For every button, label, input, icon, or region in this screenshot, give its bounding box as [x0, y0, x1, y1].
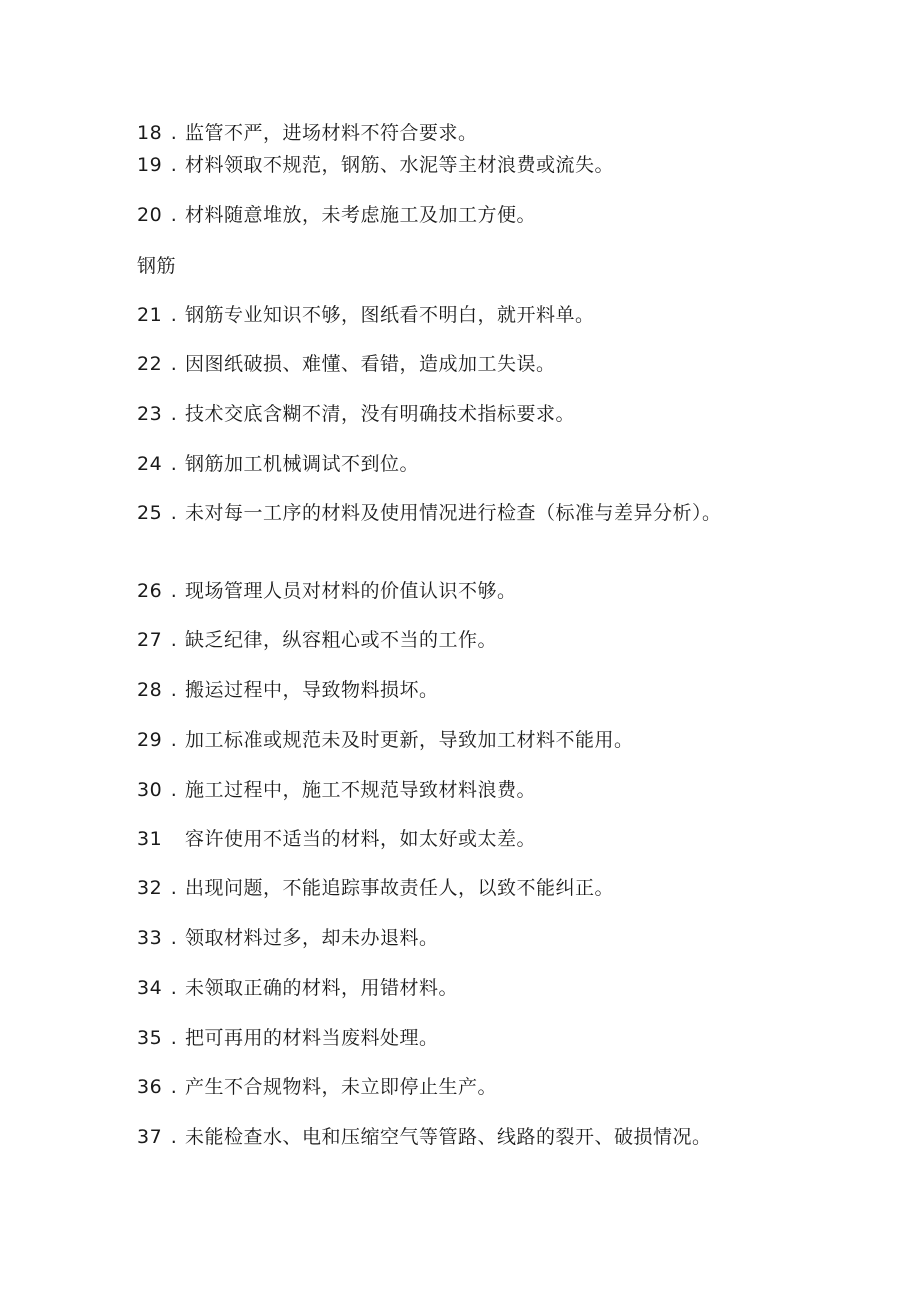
list-item [137, 777, 787, 804]
item-separator: . [170, 353, 178, 375]
item-text: 领取材料过多，却未办退料。 [185, 927, 439, 949]
item-separator: . [170, 729, 178, 751]
item-number: 27 [137, 629, 163, 651]
item-number: 28 [137, 679, 163, 701]
item-separator: . [170, 204, 178, 226]
item-separator: . [170, 580, 178, 602]
item-separator: . [170, 403, 178, 425]
item-separator: . [170, 977, 178, 999]
list-item [137, 351, 787, 378]
item-text: 材料领取不规范，钢筋、水泥等主材浪费或流失。 [185, 154, 615, 176]
item-number: 24 [137, 453, 163, 475]
item-separator: . [170, 122, 178, 144]
item-number: 30 [137, 779, 163, 801]
item-text: 缺乏纪律，纵容粗心或不当的工作。 [185, 629, 498, 651]
item-number: 32 [137, 877, 163, 899]
item-text: 加工标准或规范未及时更新，导致加工材料不能用。 [185, 729, 634, 751]
item-separator: . [170, 1027, 178, 1049]
item-separator: . [170, 927, 178, 949]
item-text: 钢筋专业知识不够，图纸看不明白，就开料单。 [185, 304, 595, 326]
item-text: 技术交底含糊不清，没有明确技术指标要求。 [185, 403, 576, 425]
list-item [137, 202, 787, 229]
item-number: 22 [137, 353, 163, 375]
item-text: 把可再用的材料当废料处理。 [185, 1027, 439, 1049]
item-text: 监管不严，进场材料不符合要求。 [185, 122, 478, 144]
item-text: 施工过程中，施工不规范导致材料浪费。 [185, 779, 537, 801]
list-item [137, 1124, 787, 1151]
list-item [137, 925, 787, 952]
list-item [137, 875, 787, 902]
item-text: 现场管理人员对材料的价值认识不够。 [185, 580, 517, 602]
item-separator: . [170, 1126, 178, 1148]
item-separator: . [170, 154, 178, 176]
list-item [137, 500, 737, 527]
item-separator: . [170, 629, 178, 651]
item-text: 未能检查水、电和压缩空气等管路、线路的裂开、破损情况。 [185, 1126, 712, 1148]
item-separator: . [170, 502, 178, 524]
item-number: 29 [137, 729, 163, 751]
list-item [137, 826, 787, 853]
item-number: 33 [137, 927, 163, 949]
list-item [137, 120, 787, 147]
item-text: 因图纸破损、难懂、看错，造成加工失误。 [185, 353, 556, 375]
list-item [137, 578, 787, 605]
item-separator: . [170, 304, 178, 326]
item-text: 未对每一工序的材料及使用情况进行检查（标准与差异分析）。 [185, 502, 722, 524]
list-item [137, 152, 787, 179]
item-number: 36 [137, 1076, 163, 1098]
list-item [137, 1074, 787, 1101]
item-text: 产生不合规物料，未立即停止生产。 [185, 1076, 498, 1098]
item-text: 容许使用不适当的材料，如太好或太差。 [185, 828, 537, 850]
item-number: 34 [137, 977, 163, 999]
list-item [137, 451, 787, 478]
list-item [137, 627, 787, 654]
item-text: 材料随意堆放，未考虑施工及加工方便。 [185, 204, 537, 226]
item-number: 37 [137, 1126, 163, 1148]
item-number: 26 [137, 580, 163, 602]
item-number: 18 [137, 122, 163, 144]
item-number: 25 [137, 502, 163, 524]
item-text: 钢筋加工机械调试不到位。 [185, 453, 420, 475]
item-text: 未领取正确的材料，用错材料。 [185, 977, 459, 999]
item-separator: . [170, 453, 178, 475]
list-item [137, 302, 787, 329]
item-text: 搬运过程中，导致物料损坏。 [185, 679, 439, 701]
item-separator: . [170, 1076, 178, 1098]
item-number: 35 [137, 1027, 163, 1049]
list-item [137, 1025, 787, 1052]
item-number: 19 [137, 154, 163, 176]
item-number: 21 [137, 304, 163, 326]
item-separator: . [170, 877, 178, 899]
item-number: 20 [137, 204, 163, 226]
section-heading: 钢筋 [137, 255, 177, 277]
list-item [137, 727, 787, 754]
item-separator: . [170, 779, 178, 801]
item-number: 31 [137, 828, 163, 850]
list-item [137, 975, 787, 1002]
item-number: 23 [137, 403, 163, 425]
list-item [137, 677, 787, 704]
list-item [137, 401, 787, 428]
item-separator: . [170, 679, 178, 701]
item-text: 出现问题，不能追踪事故责任人，以致不能纠正。 [185, 877, 615, 899]
